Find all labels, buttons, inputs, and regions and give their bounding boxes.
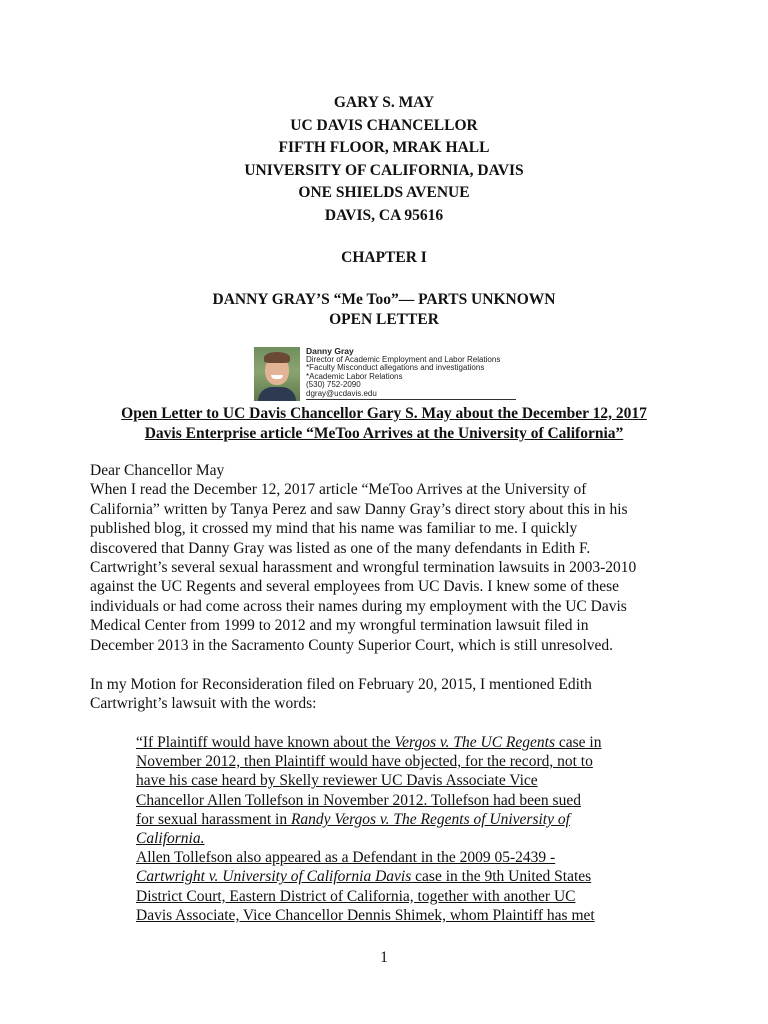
profile-detail-line: Director of Academic Employment and Labor Relations	[306, 354, 501, 364]
quote-line: California.	[136, 830, 205, 848]
body-line: published blog, it crossed my mind that his name was familiar to me. I quickly	[90, 520, 578, 538]
body-line: December 2013 in the Sacramento County Superior Court, which is still unresolved.	[90, 636, 614, 654]
address-line: FIFTH FLOOR, MRAK HALL	[278, 139, 490, 156]
recipient-address-block	[0, 92, 768, 227]
profile-detail-line: *Faculty Misconduct allegations and investigations	[306, 363, 485, 373]
quote-line: Cartwright v. University of California Davis case in the 9th United States	[136, 868, 592, 886]
profile-details	[306, 347, 500, 399]
block-quote	[136, 733, 656, 925]
address-line: ONE SHIELDS AVENUE	[298, 184, 470, 201]
body-line: When I read the December 12, 2017 article “MeToo Arrives at the University of	[90, 481, 587, 499]
letter-paragraph-2	[90, 675, 680, 714]
quote-line: Davis Associate, Vice Chancellor Dennis Shimek, whom Plaintiff has met	[136, 906, 595, 924]
profile-email: dgray@ucdavis.edu	[306, 388, 377, 398]
letter-headline	[0, 404, 768, 444]
page-number: 1	[380, 949, 388, 966]
subtitle-line-1: DANNY GRAY’S “Me Too”— PARTS UNKNOWN	[212, 291, 556, 308]
body-line: against the UC Regents and several employees from UC Davis. I knew some of these	[90, 578, 620, 596]
subtitle-line-2: OPEN LETTER	[329, 311, 439, 328]
profile-detail-line: (530) 752-2090	[306, 380, 361, 390]
body-line: In my Motion for Reconsideration filed on February 20, 2015, I mentioned Edith	[90, 676, 592, 693]
card-divider	[306, 399, 516, 400]
headline-line-2: Davis Enterprise article “MeToo Arrives at the University of California”	[144, 425, 624, 442]
quote-line: Chancellor Allen Tollefson in November 2012. Tollefson had been sued	[136, 791, 581, 809]
address-line: UC DAVIS CHANCELLOR	[290, 116, 478, 134]
address-line: UNIVERSITY OF CALIFORNIA, DAVIS	[244, 161, 524, 179]
body-line: individuals or had come across their names during my employment with the UC Davis	[90, 597, 627, 615]
chapter-heading: CHAPTER I	[341, 249, 427, 266]
quote-line: November 2012, then Plaintiff would have objected, for the record, not to	[136, 753, 593, 771]
headline-line-1: Open Letter to UC Davis Chancellor Gary S. May about the December 12, 2017	[121, 405, 647, 422]
address-line: DAVIS, CA 95616	[324, 206, 444, 224]
letter-paragraph-1	[90, 461, 680, 655]
body-line: California” written by Tanya Perez and saw Danny Gray’s direct story about this in his	[90, 500, 628, 518]
salutation: Dear Chancellor May	[90, 462, 225, 479]
body-line: Cartwright’s several sexual harassment and wrongful termination lawsuits in 2003-2010	[90, 559, 637, 577]
quote-line: have his case heard by Skelly reviewer UC Davis Associate Vice	[136, 772, 538, 790]
profile-detail-line: *Academic Labor Relations	[306, 371, 403, 381]
body-line: Cartwright’s lawsuit with the words:	[90, 695, 317, 713]
profile-name: Danny Gray	[306, 346, 354, 356]
profile-photo	[254, 347, 300, 401]
letter-subtitle	[0, 290, 768, 330]
address-line: GARY S. MAY	[333, 94, 435, 111]
quote-line: “If Plaintiff would have known about the Vergos v. The UC Regents case in	[136, 734, 602, 751]
quote-line: District Court, Eastern District of California, together with another UC	[136, 887, 576, 905]
body-line: discovered that Danny Gray was listed as one of the many defendants in Edith F.	[90, 539, 591, 557]
profile-card	[254, 347, 516, 401]
quote-line: Allen Tollefson also appeared as a Defendant in the 2009 05-2439 -	[136, 849, 556, 867]
quote-line: for sexual harassment in Randy Vergos v. The Regents of University of	[136, 810, 570, 828]
body-line: Medical Center from 1999 to 2012 and my wrongful termination lawsuit filed in	[90, 617, 589, 635]
